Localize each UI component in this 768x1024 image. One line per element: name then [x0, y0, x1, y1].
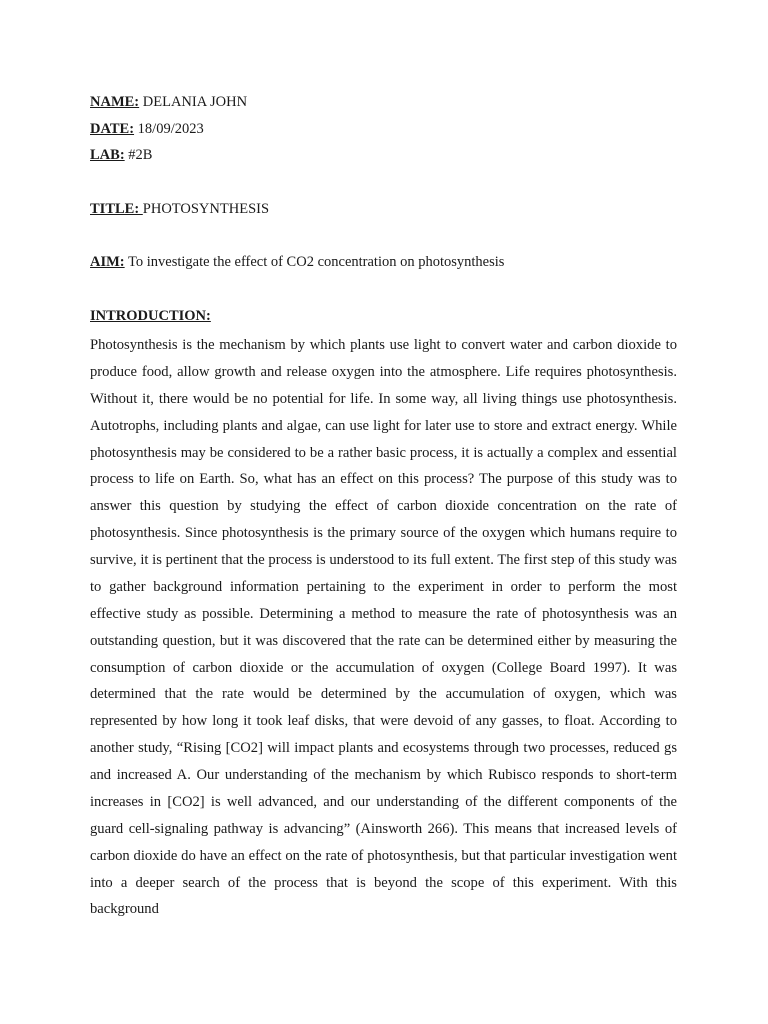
lab-field	[90, 145, 680, 172]
title-label: TITLE:	[90, 200, 143, 217]
date-value: 18/09/2023	[134, 120, 204, 137]
introduction-paragraph: Photosynthesis is the mechanism by which plants use light to convert water and carbon dioxide to produce food, allow growth and release oxygen into the atmosphere. Life requires photosynthesis. Without it, there would be no potential for life. In some way, all living things use photosynthesis. Autotrophs, including plants and algae, can use light for later use to store and extract energy. While photosynthesis may be considered to be a rather basic process, it is actually a complex and essential process to life on Earth. So, what has an effect on this process? The purpose of this study was to answer this question by studying the effect of carbon dioxide concentration on the rate of photosynthesis. Since photosynthesis is the primary source of the oxygen which humans require to survive, it is pertinent that the process is understood to its full extent. The first step of this study was to gather background information pertaining to the experiment in order to perform the most effective study as possible. Determining a method to measure the rate of photosynthesis was an outstanding question, but it was discovered that the rate can be determined either by measuring the consumption of carbon dioxide or the accumulation of oxygen (College Board 1997). It was determined that the rate would be determined by the accumulation of oxygen, which was represented by how long it took leaf disks, that were devoid of any gasses, to float. According to another study, “Rising [CO2] will impact plants and ecosystems through two processes, reduced gs and increased A. Our understanding of the mechanism by which Rubisco responds to short-term increases in [CO2] is well advanced, and our understanding of the different components of the guard cell-signaling pathway is advancing” (Ainsworth 266). This means that increased levels of carbon dioxide do have an effect on the rate of photosynthesis, but that particular investigation went into a deeper search of the process that is beyond the scope of this experiment. With this background	[90, 337, 677, 918]
introduction-body	[90, 332, 677, 923]
name-field	[90, 92, 680, 119]
introduction-heading: INTRODUCTION:	[90, 308, 211, 324]
name-label: NAME:	[90, 94, 140, 110]
date-label: DATE:	[90, 120, 135, 137]
date-field	[90, 119, 680, 146]
lab-value: #2B	[124, 147, 153, 163]
lab-report-header	[90, 92, 680, 279]
title-value: PHOTOSYNTHESIS	[142, 200, 270, 217]
title-field	[90, 199, 680, 226]
aim-label: AIM:	[90, 254, 125, 270]
lab-label: LAB:	[90, 147, 125, 163]
name-value: DELANIA JOHN	[139, 94, 248, 110]
aim-value: To investigate the effect of CO2 concentration on photosynthesis	[124, 254, 505, 270]
aim-field	[90, 252, 680, 279]
